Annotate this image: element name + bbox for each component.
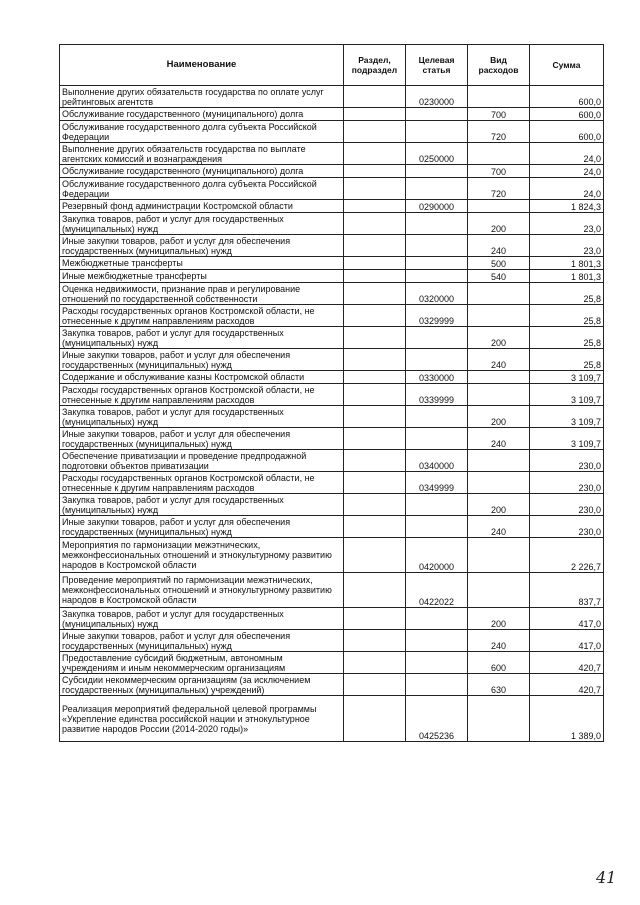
cell-sum: 24,0: [530, 165, 604, 178]
header-name: Наименование: [60, 45, 344, 86]
cell-target: 0330000: [406, 371, 468, 384]
table-row: [60, 86, 604, 108]
table-row: [60, 257, 604, 270]
cell-name: Иные закупки товаров, работ и услуг для обеспечения государственных (муниципальных) нужд: [60, 235, 344, 257]
cell-sum: 3 109,7: [530, 371, 604, 384]
table-row: [60, 450, 604, 472]
header-kind: Вид расходов: [468, 45, 530, 86]
cell-section: [344, 327, 406, 349]
cell-name: Содержание и обслуживание казны Костромской области: [60, 371, 344, 384]
cell-section: [344, 121, 406, 143]
cell-sum: 600,0: [530, 108, 604, 121]
cell-sum: 230,0: [530, 516, 604, 538]
cell-section: [344, 450, 406, 472]
cell-name: Закупка товаров, работ и услуг для государственных (муниципальных) нужд: [60, 327, 344, 349]
cell-section: [344, 516, 406, 538]
cell-section: [344, 349, 406, 371]
cell-kind: [468, 143, 530, 165]
cell-kind: 200: [468, 406, 530, 428]
table-row: [60, 652, 604, 674]
cell-sum: 600,0: [530, 121, 604, 143]
cell-sum: 1 824,3: [530, 200, 604, 213]
cell-section: [344, 630, 406, 652]
cell-kind: 700: [468, 165, 530, 178]
cell-section: [344, 86, 406, 108]
cell-kind: [468, 86, 530, 108]
cell-target: [406, 630, 468, 652]
cell-kind: [468, 305, 530, 327]
table-row: [60, 371, 604, 384]
cell-name: Закупка товаров, работ и услуг для государственных (муниципальных) нужд: [60, 406, 344, 428]
cell-name: Реализация мероприятий федеральной целевой программы «Укрепление единства российской нации и этнокультурное развитие народов России (2014-2020 годы)»: [60, 696, 344, 742]
cell-name: Обслуживание государственного (муниципального) долга: [60, 108, 344, 121]
cell-section: [344, 270, 406, 283]
cell-name: Проведение мероприятий по гармонизации межэтнических, межконфессиональных отношений и этнокультурному развитию народов в Костромской области: [60, 573, 344, 608]
cell-target: [406, 516, 468, 538]
table-row: [60, 235, 604, 257]
cell-kind: [468, 696, 530, 742]
cell-sum: 25,8: [530, 327, 604, 349]
cell-sum: 600,0: [530, 86, 604, 108]
cell-section: [344, 384, 406, 406]
cell-name: Резервный фонд администрации Костромской области: [60, 200, 344, 213]
cell-kind: 240: [468, 428, 530, 450]
table-row: [60, 349, 604, 371]
cell-target: [406, 327, 468, 349]
cell-section: [344, 406, 406, 428]
table-row: [60, 696, 604, 742]
cell-name: Иные закупки товаров, работ и услуг для обеспечения государственных (муниципальных) нужд: [60, 428, 344, 450]
table-row: [60, 472, 604, 494]
cell-target: 0250000: [406, 143, 468, 165]
cell-section: [344, 371, 406, 384]
budget-table-container: [59, 44, 603, 742]
cell-sum: 2 226,7: [530, 538, 604, 573]
cell-target: [406, 178, 468, 200]
cell-target: 0230000: [406, 86, 468, 108]
cell-section: [344, 428, 406, 450]
cell-target: [406, 213, 468, 235]
cell-sum: 837,7: [530, 573, 604, 608]
cell-name: Субсидии некоммерческим организациям (за исключением государственных (муниципальных) учреждений): [60, 674, 344, 696]
table-row: [60, 494, 604, 516]
cell-section: [344, 178, 406, 200]
table-row: [60, 573, 604, 608]
cell-name: Иные межбюджетные трансферты: [60, 270, 344, 283]
cell-target: [406, 349, 468, 371]
cell-sum: 1 801,3: [530, 270, 604, 283]
cell-target: [406, 270, 468, 283]
cell-sum: 25,8: [530, 349, 604, 371]
table-row: [60, 327, 604, 349]
cell-target: 0420000: [406, 538, 468, 573]
cell-name: Выполнение других обязательств государства по оплате услуг рейтинговых агентств: [60, 86, 344, 108]
cell-section: [344, 143, 406, 165]
cell-target: [406, 121, 468, 143]
cell-kind: 630: [468, 674, 530, 696]
cell-sum: 230,0: [530, 472, 604, 494]
cell-target: [406, 406, 468, 428]
table-row: [60, 200, 604, 213]
table-row: [60, 406, 604, 428]
page-number: 41: [596, 868, 617, 887]
table-row: [60, 121, 604, 143]
budget-table: [59, 44, 604, 742]
cell-name: Иные закупки товаров, работ и услуг для обеспечения государственных (муниципальных) нужд: [60, 630, 344, 652]
table-row: [60, 108, 604, 121]
cell-name: Закупка товаров, работ и услуг для государственных (муниципальных) нужд: [60, 608, 344, 630]
cell-section: [344, 108, 406, 121]
cell-sum: 3 109,7: [530, 384, 604, 406]
cell-section: [344, 494, 406, 516]
table-header-row: [60, 45, 604, 86]
table-row: [60, 270, 604, 283]
cell-kind: 200: [468, 494, 530, 516]
cell-sum: 25,8: [530, 305, 604, 327]
cell-sum: 1 389,0: [530, 696, 604, 742]
cell-target: [406, 428, 468, 450]
cell-name: Обеспечение приватизации и проведение предпродажной подготовки объектов приватизации: [60, 450, 344, 472]
header-sum: Сумма: [530, 45, 604, 86]
table-row: [60, 305, 604, 327]
cell-sum: 3 109,7: [530, 428, 604, 450]
cell-kind: [468, 371, 530, 384]
cell-name: Мероприятия по гармонизации межэтнических, межконфессиональных отношений и этнокультурному развитию народов в Костромской области: [60, 538, 344, 573]
cell-section: [344, 696, 406, 742]
cell-kind: [468, 450, 530, 472]
cell-kind: 540: [468, 270, 530, 283]
cell-sum: 3 109,7: [530, 406, 604, 428]
cell-section: [344, 305, 406, 327]
table-row: [60, 283, 604, 305]
cell-section: [344, 213, 406, 235]
table-row: [60, 674, 604, 696]
cell-kind: 200: [468, 327, 530, 349]
cell-kind: [468, 472, 530, 494]
cell-section: [344, 165, 406, 178]
cell-kind: 500: [468, 257, 530, 270]
cell-section: [344, 283, 406, 305]
cell-target: 0340000: [406, 450, 468, 472]
cell-kind: 700: [468, 108, 530, 121]
cell-target: [406, 235, 468, 257]
cell-section: [344, 652, 406, 674]
cell-name: Расходы государственных органов Костромской области, не отнесенные к другим направлениям расходов: [60, 472, 344, 494]
table-row: [60, 516, 604, 538]
table-row: [60, 178, 604, 200]
cell-target: 0329999: [406, 305, 468, 327]
cell-kind: 600: [468, 652, 530, 674]
header-target: Целевая статья: [406, 45, 468, 86]
cell-name: Обслуживание государственного долга субъекта Российской Федерации: [60, 121, 344, 143]
cell-section: [344, 472, 406, 494]
cell-sum: 1 801,3: [530, 257, 604, 270]
cell-section: [344, 608, 406, 630]
cell-kind: 720: [468, 121, 530, 143]
cell-kind: [468, 538, 530, 573]
table-body: [60, 86, 604, 742]
cell-kind: 240: [468, 349, 530, 371]
cell-target: [406, 494, 468, 516]
cell-target: [406, 652, 468, 674]
cell-name: Закупка товаров, работ и услуг для государственных (муниципальных) нужд: [60, 494, 344, 516]
cell-name: Выполнение других обязательств государства по выплате агентских комиссий и вознаграждения: [60, 143, 344, 165]
cell-section: [344, 235, 406, 257]
cell-sum: 25,8: [530, 283, 604, 305]
cell-target: 0320000: [406, 283, 468, 305]
table-row: [60, 213, 604, 235]
cell-target: 0349999: [406, 472, 468, 494]
cell-kind: [468, 200, 530, 213]
cell-target: [406, 108, 468, 121]
cell-target: 0290000: [406, 200, 468, 213]
cell-name: Иные закупки товаров, работ и услуг для обеспечения государственных (муниципальных) нужд: [60, 349, 344, 371]
cell-kind: [468, 384, 530, 406]
cell-kind: 200: [468, 608, 530, 630]
cell-sum: 230,0: [530, 450, 604, 472]
cell-name: Иные закупки товаров, работ и услуг для обеспечения государственных (муниципальных) нужд: [60, 516, 344, 538]
cell-sum: 417,0: [530, 630, 604, 652]
cell-section: [344, 538, 406, 573]
cell-name: Обслуживание государственного (муниципального) долга: [60, 165, 344, 178]
cell-sum: 420,7: [530, 674, 604, 696]
cell-name: Закупка товаров, работ и услуг для государственных (муниципальных) нужд: [60, 213, 344, 235]
table-row: [60, 384, 604, 406]
cell-section: [344, 674, 406, 696]
cell-section: [344, 257, 406, 270]
cell-name: Обслуживание государственного долга субъекта Российской Федерации: [60, 178, 344, 200]
cell-kind: 240: [468, 235, 530, 257]
cell-section: [344, 200, 406, 213]
cell-kind: 240: [468, 630, 530, 652]
cell-target: 0339999: [406, 384, 468, 406]
table-row: [60, 165, 604, 178]
cell-section: [344, 573, 406, 608]
cell-name: Оценка недвижимости, признание прав и регулирование отношений по государственной собственности: [60, 283, 344, 305]
table-row: [60, 538, 604, 573]
table-row: [60, 143, 604, 165]
table-row: [60, 630, 604, 652]
cell-sum: 23,0: [530, 213, 604, 235]
cell-target: [406, 674, 468, 696]
cell-target: [406, 165, 468, 178]
cell-sum: 420,7: [530, 652, 604, 674]
cell-name: Расходы государственных органов Костромской области, не отнесенные к другим направлениям расходов: [60, 305, 344, 327]
cell-kind: 200: [468, 213, 530, 235]
cell-sum: 23,0: [530, 235, 604, 257]
cell-kind: [468, 283, 530, 305]
cell-target: 0422022: [406, 573, 468, 608]
cell-sum: 24,0: [530, 143, 604, 165]
cell-sum: 24,0: [530, 178, 604, 200]
table-row: [60, 428, 604, 450]
cell-target: 0425236: [406, 696, 468, 742]
cell-name: Предоставление субсидий бюджетным, автономным учреждениям и иным некоммерческим организациям: [60, 652, 344, 674]
cell-kind: 240: [468, 516, 530, 538]
cell-name: Расходы государственных органов Костромской области, не отнесенные к другим направлениям расходов: [60, 384, 344, 406]
cell-name: Межбюджетные трансферты: [60, 257, 344, 270]
header-section: Раздел, подраздел: [344, 45, 406, 86]
cell-kind: [468, 573, 530, 608]
cell-sum: 417,0: [530, 608, 604, 630]
table-row: [60, 608, 604, 630]
cell-kind: 720: [468, 178, 530, 200]
cell-sum: 230,0: [530, 494, 604, 516]
cell-target: [406, 257, 468, 270]
cell-target: [406, 608, 468, 630]
